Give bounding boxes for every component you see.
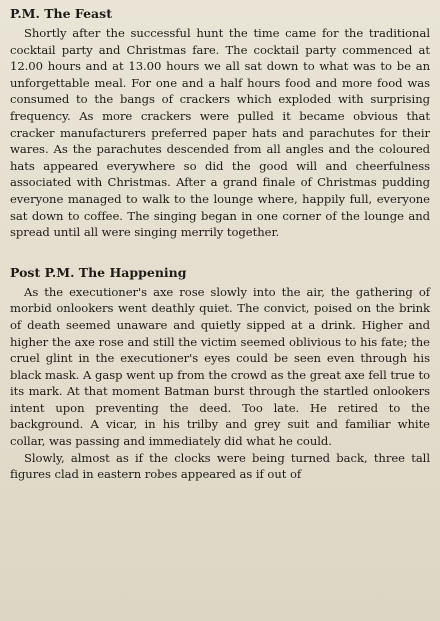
paragraph: Shortly after the successful hunt the time came for the traditional cocktail party and Christmas fare. The cocktail party commenced at 12.00 hours and at 13.00 hours we all sat down to what was to be an unforgettable meal. For one and a half hours food and more food was consumed to the bangs of crackers which exploded with surprising frequency. As more crackers were pulled it became obvious that cracker manufacturers preferred paper hats and parachutes for their wares. As the parachutes descended from all angles and the coloured hats appeared everywhere so did the good will and cheerfulness associated with Christmas. After a grand finale of Christmas pudding everyone managed to walk to the lounge where, happily full, everyone sat down to coffee. The singing began in one corner of the lounge and spread until all were singing merrily together. bbox=[10, 26, 430, 240]
paragraph: Slowly, almost as if the clocks were being turned back, three tall figures clad in eastern robes appeared as if out of bbox=[10, 450, 430, 482]
section-heading: P.M. The Feast bbox=[10, 6, 112, 21]
section-happening bbox=[10, 265, 430, 483]
section-feast bbox=[10, 6, 430, 241]
paragraph: As the executioner's axe rose slowly into the air, the gathering of morbid onlookers went deathly quiet. The convict, poised on the brink of death seemed unaware and quietly sipped at a drink. Higher and higher the axe rose and still the victim seemed oblivious to his fate; the cruel glint in the executioner's eyes could be seen even through his black mask. A gasp went up from the crowd as the great axe fell true to its mark. At that moment Batman burst through the startled onlookers intent upon preventing the deed. Too late. He retired to the background. A vicar, in his trilby and grey suit and familiar white collar, was passing and immediately did what he could. bbox=[10, 284, 430, 449]
section-heading: Post P.M. The Happening bbox=[10, 264, 187, 280]
